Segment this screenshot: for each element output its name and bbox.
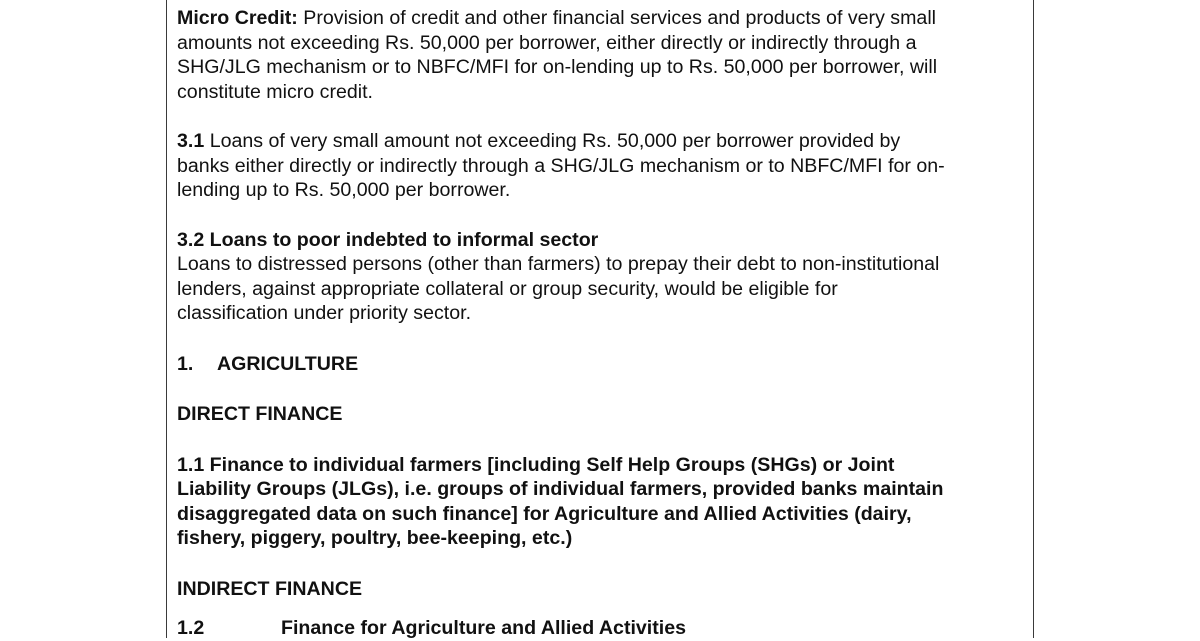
section-1-2-number: 1.2: [177, 617, 205, 639]
spacer: [177, 427, 1027, 453]
section-3-2-heading: 3.2 Loans to poor indebted to informal sector: [177, 228, 599, 251]
direct-finance-title: DIRECT FINANCE: [177, 403, 343, 425]
micro-credit-text-1: Provision of credit and other financial services and products of very small: [297, 7, 937, 29]
section-3-2-line-2: lenders, against appropriate collateral or group security, would be eligible for: [177, 277, 838, 300]
agriculture-title: AGRICULTURE: [217, 352, 359, 375]
section-3-1-line-2: banks either directly or indirectly through a SHG/JLG mechanism or to NBFC/MFI for on-: [177, 154, 945, 177]
micro-credit-line-4: constitute micro credit.: [177, 80, 374, 103]
micro-credit-label: Micro Credit:: [177, 7, 298, 29]
document-body: [177, 6, 1027, 601]
direct-finance-heading: [177, 402, 1027, 427]
spacer: [177, 326, 1027, 352]
section-3-1-number: 3.1: [177, 130, 205, 152]
section-1-2-partial-line: [177, 616, 1027, 641]
section-3-1-line-1: [177, 129, 1027, 154]
agriculture-heading-line: [177, 352, 1027, 377]
section-1-1-line-3: disaggregated data on such finance] for Agriculture and Allied Activities (dairy,: [177, 502, 912, 525]
micro-credit-paragraph: [177, 6, 1027, 104]
micro-credit-line-2: amounts not exceeding Rs. 50,000 per borrower, either directly or indirectly through a: [177, 31, 917, 54]
section-1-1-line-2: Liability Groups (JLGs), i.e. groups of individual farmers, provided banks maintain: [177, 478, 944, 500]
section-3-2-paragraph: [177, 228, 1027, 326]
indirect-finance-title: INDIRECT FINANCE: [177, 577, 363, 600]
section-3-1-paragraph: [177, 129, 1027, 203]
section-1-1-line-4: fishery, piggery, poultry, bee-keeping, etc.): [177, 527, 573, 549]
indirect-finance-heading: [177, 577, 1027, 602]
spacer: [177, 551, 1027, 577]
section-3-2-line-3: classification under priority sector.: [177, 302, 472, 324]
agriculture-heading: [177, 352, 1027, 377]
spacer: [177, 104, 1027, 129]
agriculture-number: 1.: [177, 352, 194, 375]
micro-credit-line-3: SHG/JLG mechanism or to NBFC/MFI for on-lending up to Rs. 50,000 per borrower, will: [177, 56, 938, 78]
section-1-2-text: Finance for Agriculture and Allied Activities: [281, 617, 687, 639]
micro-credit-line-1: [177, 6, 1027, 31]
section-3-1-line-3: lending up to Rs. 50,000 per borrower.: [177, 179, 511, 201]
spacer: [177, 376, 1027, 402]
section-1-2-partial: [177, 617, 1027, 639]
section-1-1-paragraph: [177, 453, 1027, 551]
section-3-2-line-1: Loans to distressed persons (other than farmers) to prepay their debt to non-institutional: [177, 253, 940, 275]
spacer: [177, 203, 1027, 228]
section-1-1-line-1: 1.1 Finance to individual farmers [including Self Help Groups (SHGs) or Joint: [177, 453, 895, 476]
section-3-1-text-1: Loans of very small amount not exceeding Rs. 50,000 per borrower provided by: [204, 130, 901, 152]
